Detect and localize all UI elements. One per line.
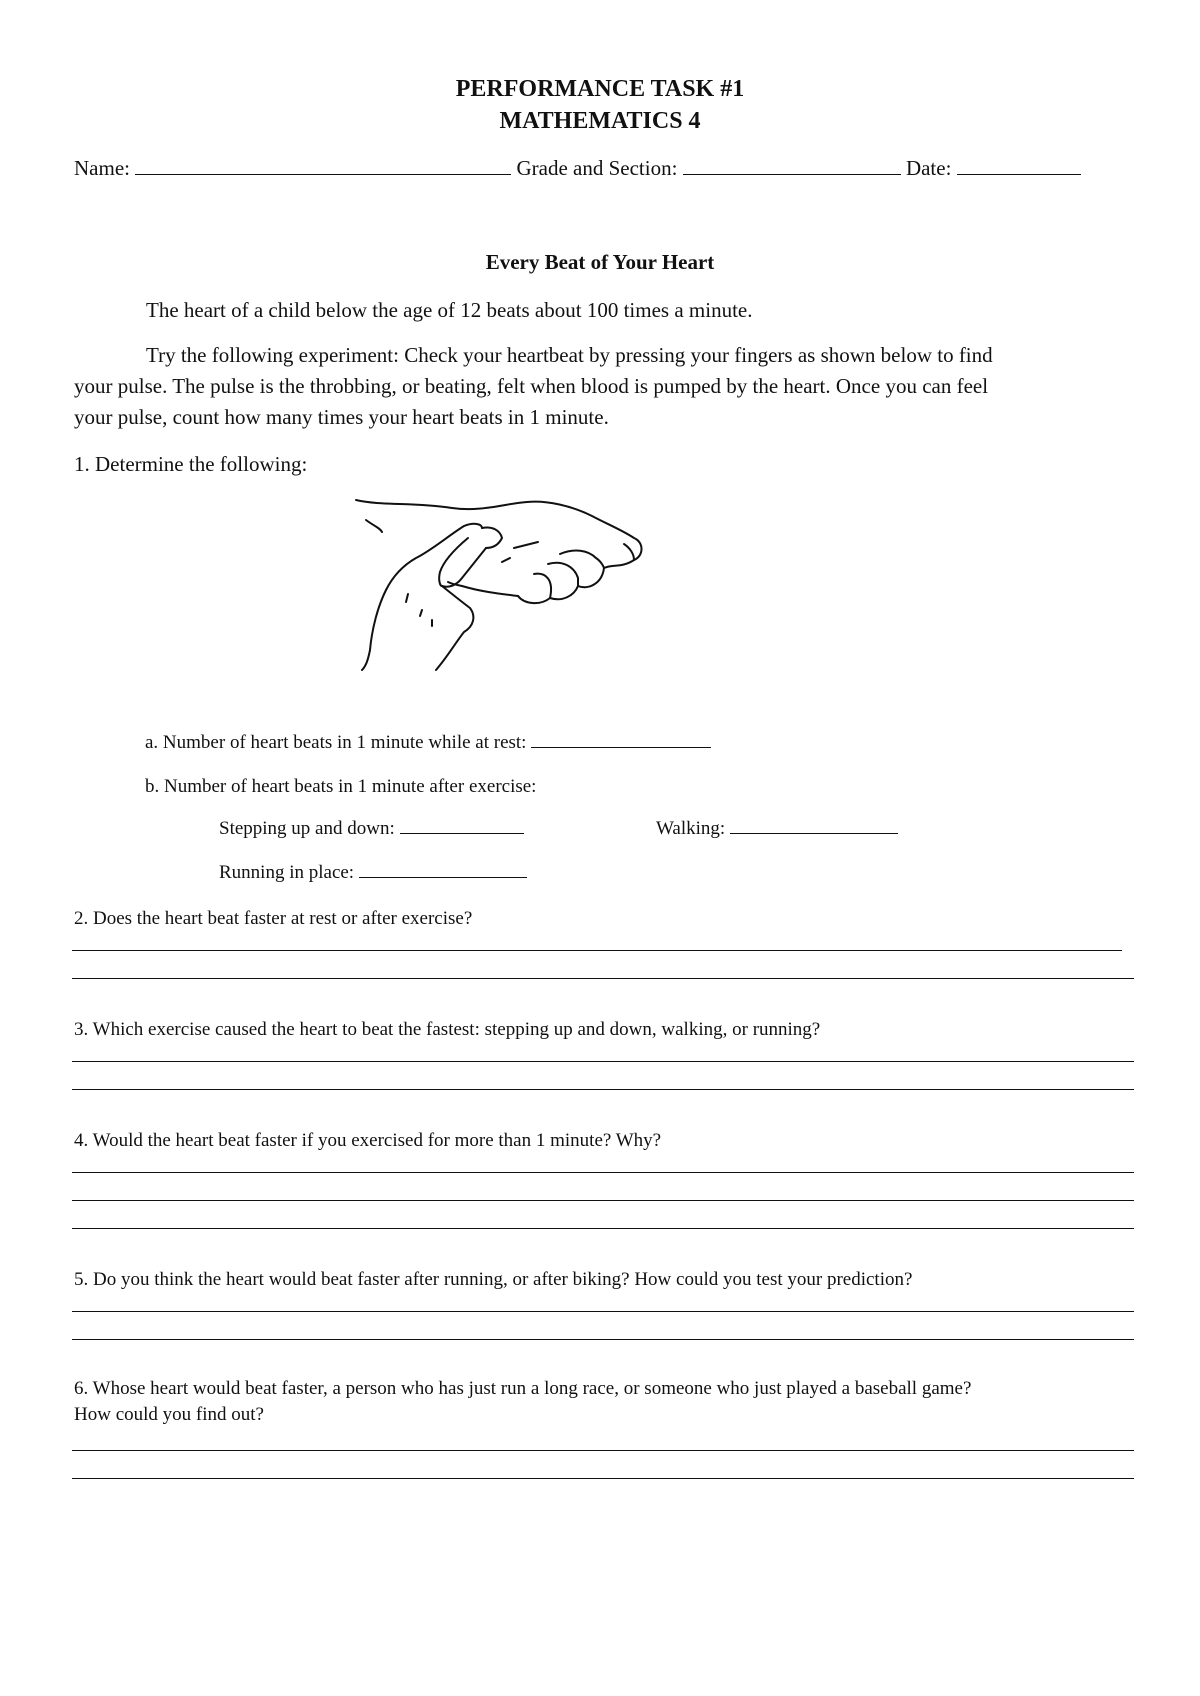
- running-answer-field[interactable]: [359, 859, 527, 878]
- student-info-row: [74, 156, 1081, 181]
- title-line-1: PERFORMANCE TASK #1: [455, 76, 745, 102]
- question-1a-answer-field[interactable]: [531, 729, 711, 748]
- intro-paragraph-2-line-3: your pulse, count how many times your heart beats in 1 minute.: [74, 405, 609, 429]
- hand-checking-pulse-illustration: [352, 498, 702, 673]
- question-5-text: 5. Do you think the heart would beat faster after running, or after biking? How could you test your prediction?: [74, 1269, 913, 1290]
- title-line-2: MATHEMATICS 4: [499, 108, 701, 134]
- question-1a-row: [145, 727, 1200, 758]
- intro-paragraph-1: The heart of a child below the age of 12 beats about 100 times a minute.: [146, 298, 753, 322]
- grade-section-field[interactable]: [683, 156, 901, 175]
- answer-line[interactable]: [72, 1311, 1134, 1312]
- walking-label: Walking:: [656, 818, 726, 839]
- answer-line[interactable]: [72, 950, 1122, 951]
- name-field[interactable]: [135, 156, 511, 175]
- answer-line[interactable]: [72, 1172, 1134, 1173]
- answer-line[interactable]: [72, 1339, 1134, 1340]
- intro-paragraph-2-line-2: your pulse. The pulse is the throbbing, or beating, felt when blood is pumped by the heart. Once you can feel: [74, 374, 989, 398]
- question-1a-label: a. Number of heart beats in 1 minute while at rest:: [145, 732, 527, 753]
- intro-paragraph-2-line-1: Try the following experiment: Check your heartbeat by pressing your fingers as shown below to find: [146, 343, 993, 367]
- question-6-line-2: How could you find out?: [74, 1404, 264, 1425]
- running-row: [219, 859, 527, 884]
- walking-row: [656, 815, 898, 840]
- question-3-text: 3. Which exercise caused the heart to beat the fastest: stepping up and down, walking, or running?: [74, 1019, 821, 1040]
- date-label: Date:: [905, 156, 952, 180]
- date-field[interactable]: [957, 156, 1081, 175]
- answer-line[interactable]: [72, 1089, 1134, 1090]
- question-2-text: 2. Does the heart beat faster at rest or after exercise?: [74, 908, 473, 929]
- stepping-answer-field[interactable]: [400, 815, 524, 834]
- question-6-text: [74, 1376, 1138, 1428]
- stepping-label: Stepping up and down:: [219, 818, 395, 839]
- answer-line[interactable]: [72, 978, 1134, 979]
- intro-paragraph-2: [74, 340, 1138, 433]
- question-1b-label: b. Number of heart beats in 1 minute after exercise:: [145, 776, 537, 797]
- running-label: Running in place:: [219, 862, 355, 883]
- answer-line[interactable]: [72, 1228, 1134, 1229]
- answer-line[interactable]: [72, 1478, 1134, 1479]
- question-1-prompt: 1. Determine the following:: [74, 452, 308, 476]
- walking-answer-field[interactable]: [730, 815, 898, 834]
- section-title: Every Beat of Your Heart: [485, 250, 715, 274]
- name-label: Name:: [74, 156, 130, 180]
- grade-section-label: Grade and Section:: [516, 156, 678, 180]
- question-6-line-1: 6. Whose heart would beat faster, a person who has just run a long race, or someone who just played a baseball game?: [74, 1378, 972, 1399]
- answer-line[interactable]: [72, 1450, 1134, 1451]
- question-4-text: 4. Would the heart beat faster if you exercised for more than 1 minute? Why?: [74, 1130, 662, 1151]
- answer-line[interactable]: [72, 1061, 1134, 1062]
- stepping-row: [219, 815, 524, 840]
- answer-line[interactable]: [72, 1200, 1134, 1201]
